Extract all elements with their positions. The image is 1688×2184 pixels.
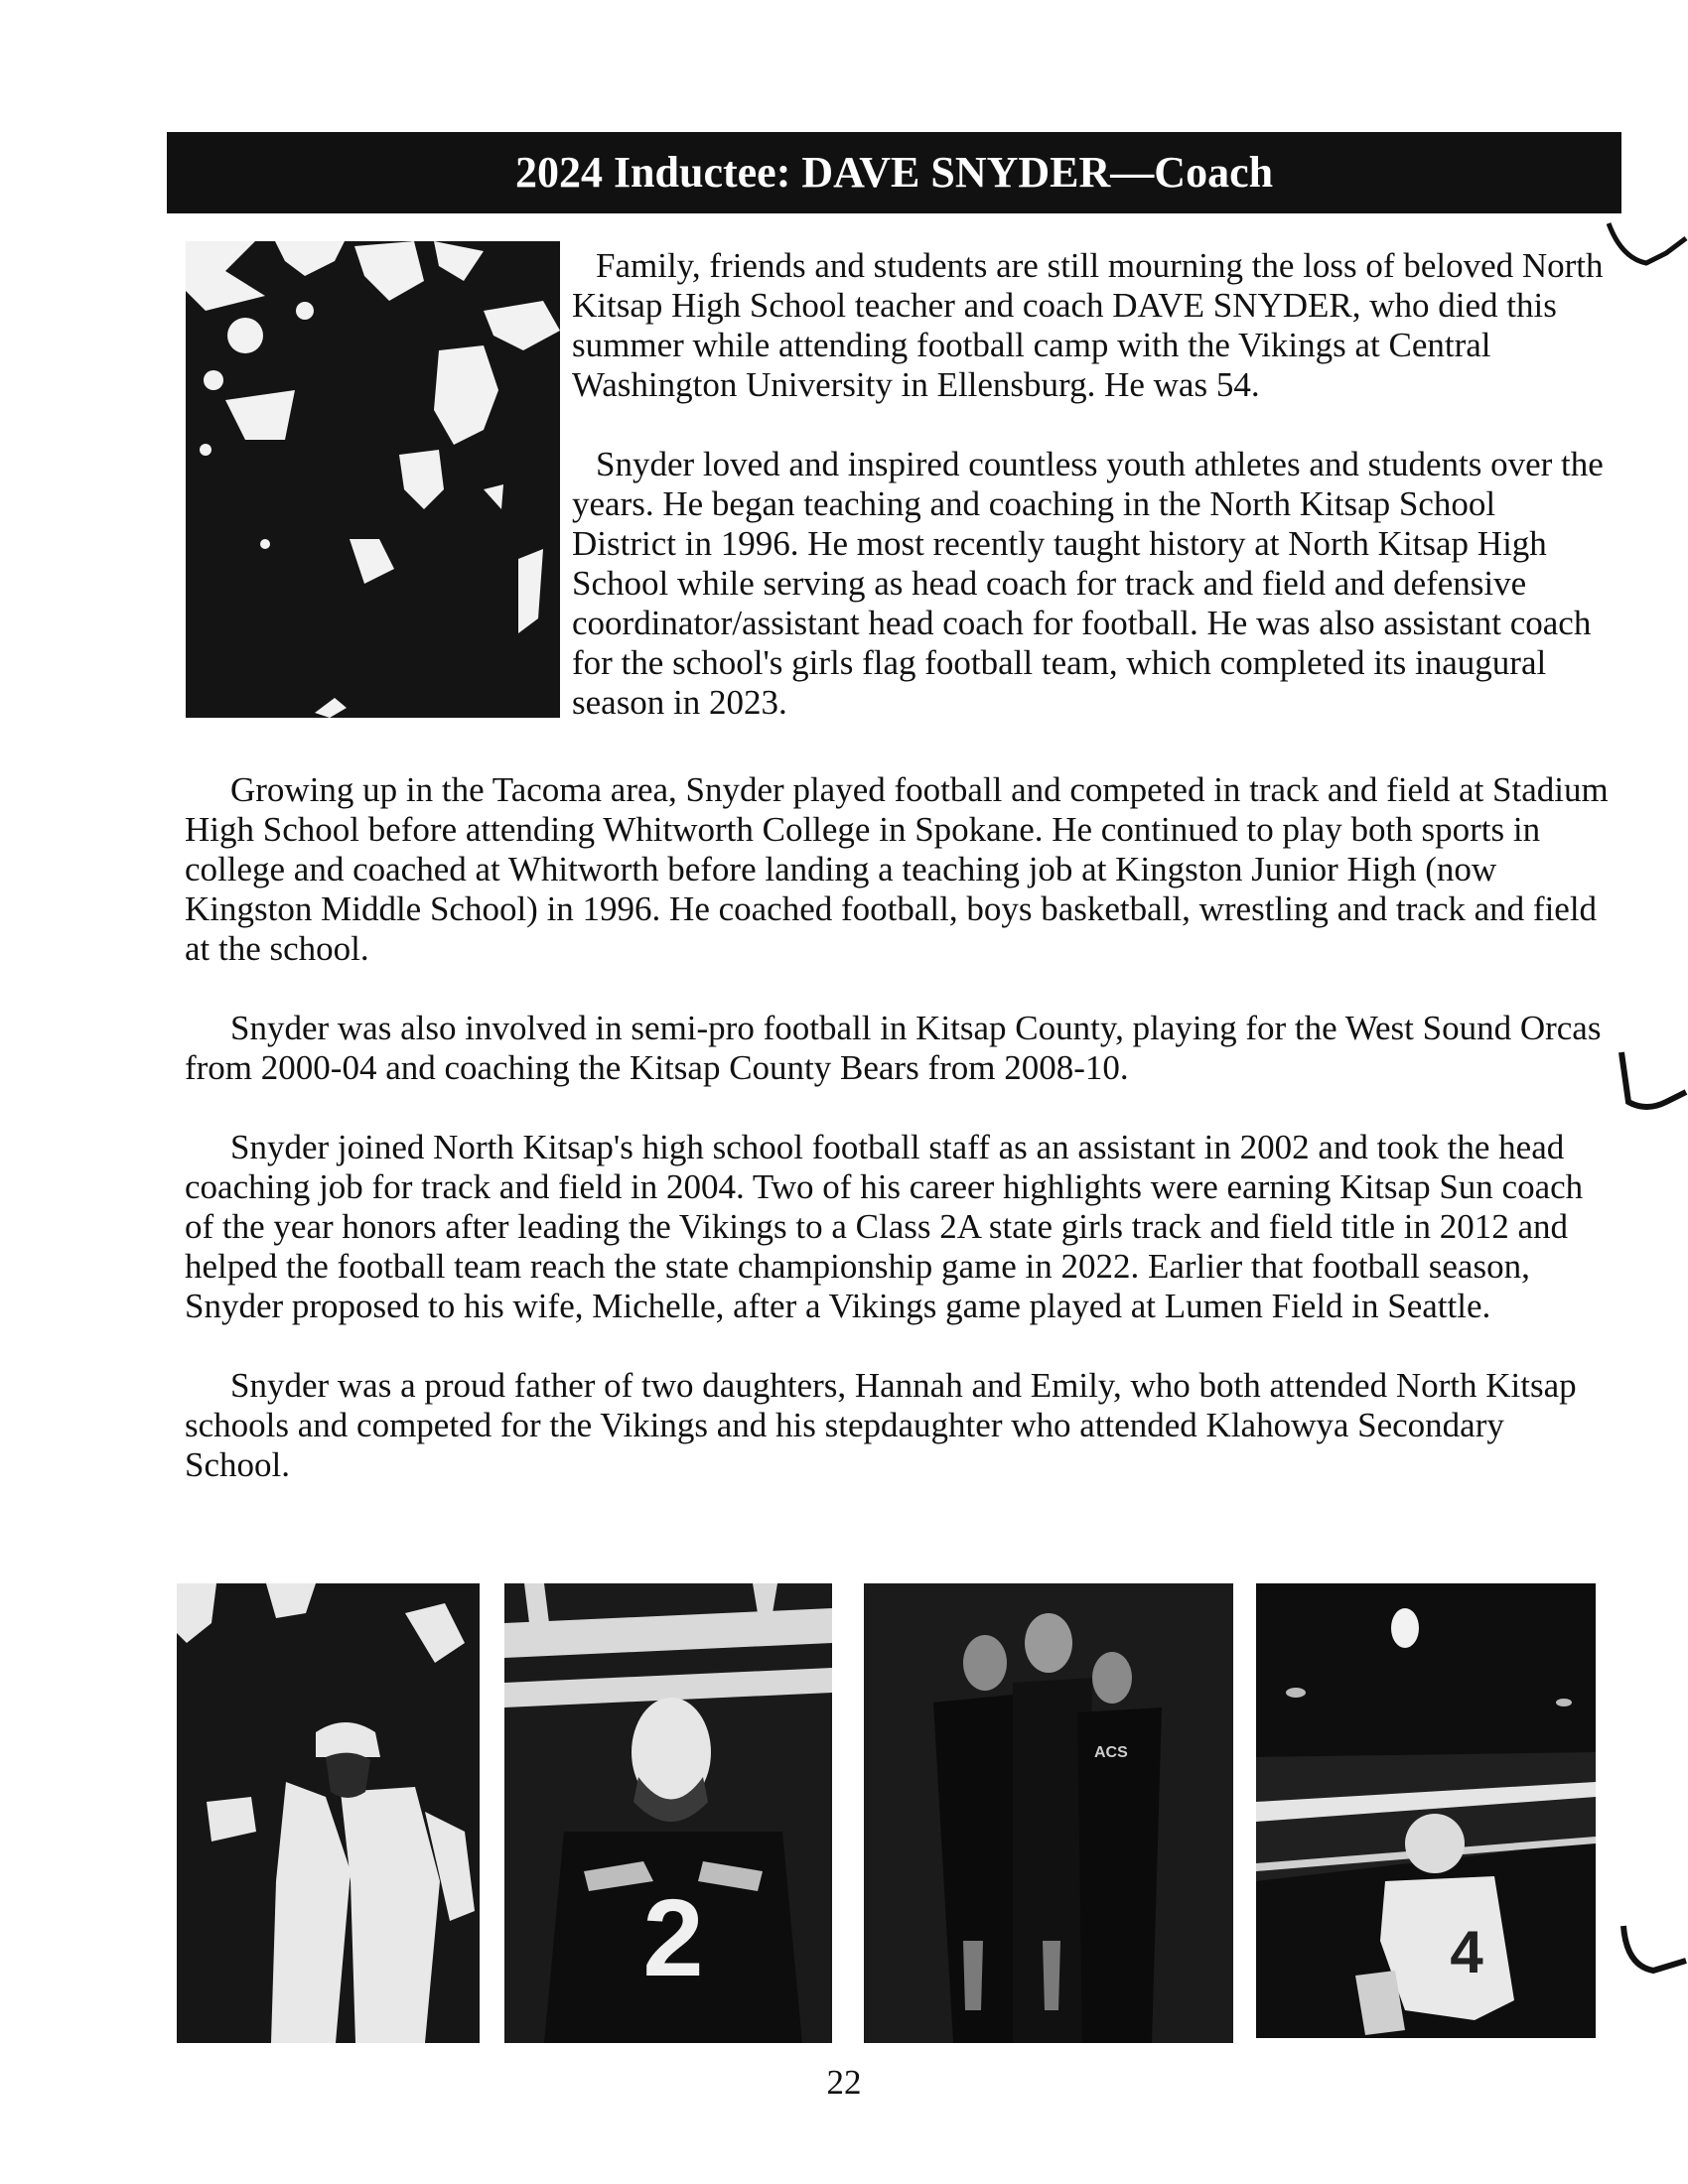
jersey-number: 2	[642, 1877, 704, 1999]
scan-mark	[1618, 1921, 1688, 1980]
jersey-number-4: 4	[1450, 1919, 1483, 1985]
body-paragraph: Snyder was a proud father of two daughters, Hannah and Emily, who both attended North Kitsap schools and competed for the Vikings and his stepdaughter who attended Klahowya Secondary School.	[185, 1366, 1577, 1484]
body-paragraph: Snyder was also involved in semi-pro football in Kitsap County, playing for the West Sound Orcas from 2000-04 and coaching the Kitsap County Bears from 2008-10.	[185, 1009, 1602, 1087]
body-paragraph: Growing up in the Tacoma area, Snyder played football and competed in track and field at Stadium High School before attending Whitworth College in Spokane. He continued to play both sports in college and coached at Whitworth before landing a teaching job at Kingston Junior High (now Kingston Middle School) in 1996. He coached football, boys basketball, wrestling and track and field at the school.	[185, 770, 1609, 968]
scan-mark	[1607, 218, 1688, 278]
body-paragraph: Snyder joined North Kitsap's high school football staff as an assistant in 2002 and took the head coaching job for track and field in 2004. Two of his career highlights were earning Kitsap Sun coach of the year honors after leading the Vikings to a Class 2A state girls track and field title in 2012 and helped the football team reach the state championship game in 2022. Earlier that football season, Snyder proposed to his wife, Michelle, after a Vikings game played at Lumen Field in Seattle.	[185, 1128, 1584, 1325]
photo-coach-white-shirt	[177, 1583, 480, 2043]
photo-family-group	[864, 1583, 1233, 2043]
intro-paragraph: Snyder loved and inspired countless youth athletes and students over the years. He began teaching and coaching in the North Kitsap School District in 1996. He most recently taught history at North Kitsap High School while serving as head coach for track and field and defensive coordinator/assistant head coach for football. He was also assistant coach for the school's girls flag football team, which completed its inaugural season in 2023.	[572, 445, 1604, 722]
shirt-text: ACS	[1094, 1744, 1128, 1761]
scan-mark	[1617, 1047, 1688, 1117]
photo-player-kneeling	[1256, 1583, 1596, 2038]
intro-paragraph: Family, friends and students are still mourning the loss of beloved North Kitsap High School teacher and coach DAVE SNYDER, who died this summer while attending football camp with the Vikings at Central Washington University in Ellensburg. He was 54.	[572, 246, 1604, 404]
page-title-banner: 2024 Inductee: DAVE SNYDER—Coach	[167, 132, 1621, 213]
page-number: 22	[826, 2063, 862, 2102]
photo-player-jersey	[504, 1583, 832, 2043]
intro-text	[572, 246, 1605, 762]
body-text	[185, 770, 1615, 1525]
portrait-photo	[186, 241, 560, 718]
